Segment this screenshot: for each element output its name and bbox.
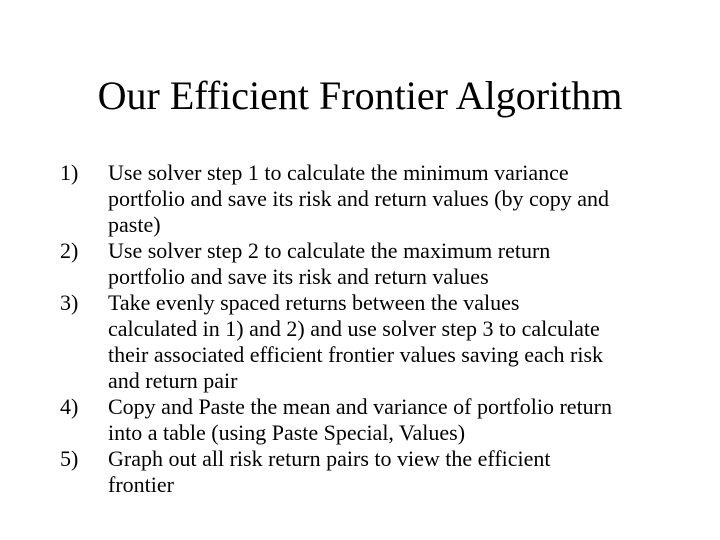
step-text-line: Take evenly spaced returns between the values [108, 290, 520, 315]
step-text [108, 394, 668, 446]
step-number: 2) [60, 238, 79, 263]
step-item-5 [0, 446, 720, 498]
step-text-line: their associated efficient frontier values saving each risk [108, 342, 604, 367]
step-text-line: calculated in 1) and 2) and use solver step 3 to calculate [108, 316, 600, 341]
step-text-line: portfolio and save its risk and return values [108, 264, 489, 289]
step-text-line: paste) [108, 212, 161, 237]
step-number: 1) [60, 160, 79, 185]
step-text-line: Use solver step 2 to calculate the maximum return [108, 238, 551, 263]
step-text-line: frontier [108, 472, 174, 497]
step-text-line: Use solver step 1 to calculate the minimum variance [108, 160, 569, 185]
step-number: 3) [60, 290, 79, 315]
step-item-4 [0, 394, 720, 446]
step-text-line: and return pair [108, 368, 238, 393]
step-item-2 [0, 238, 720, 290]
step-text-line: Copy and Paste the mean and variance of portfolio return [108, 394, 613, 419]
step-text-line: portfolio and save its risk and return values (by copy and [108, 186, 609, 211]
step-item-3 [0, 290, 720, 394]
step-text [108, 446, 668, 498]
step-text [108, 160, 668, 238]
step-text-line: into a table (using Paste Special, Values) [108, 420, 466, 445]
slide-title: Our Efficient Frontier Algorithm [97, 73, 623, 118]
step-item-1 [0, 160, 720, 238]
step-number: 4) [60, 394, 79, 419]
step-text [108, 290, 668, 394]
step-text-line: Graph out all risk return pairs to view the efficient [108, 446, 551, 471]
step-text [108, 238, 668, 290]
steps-list [0, 160, 720, 498]
step-number: 5) [60, 446, 79, 471]
